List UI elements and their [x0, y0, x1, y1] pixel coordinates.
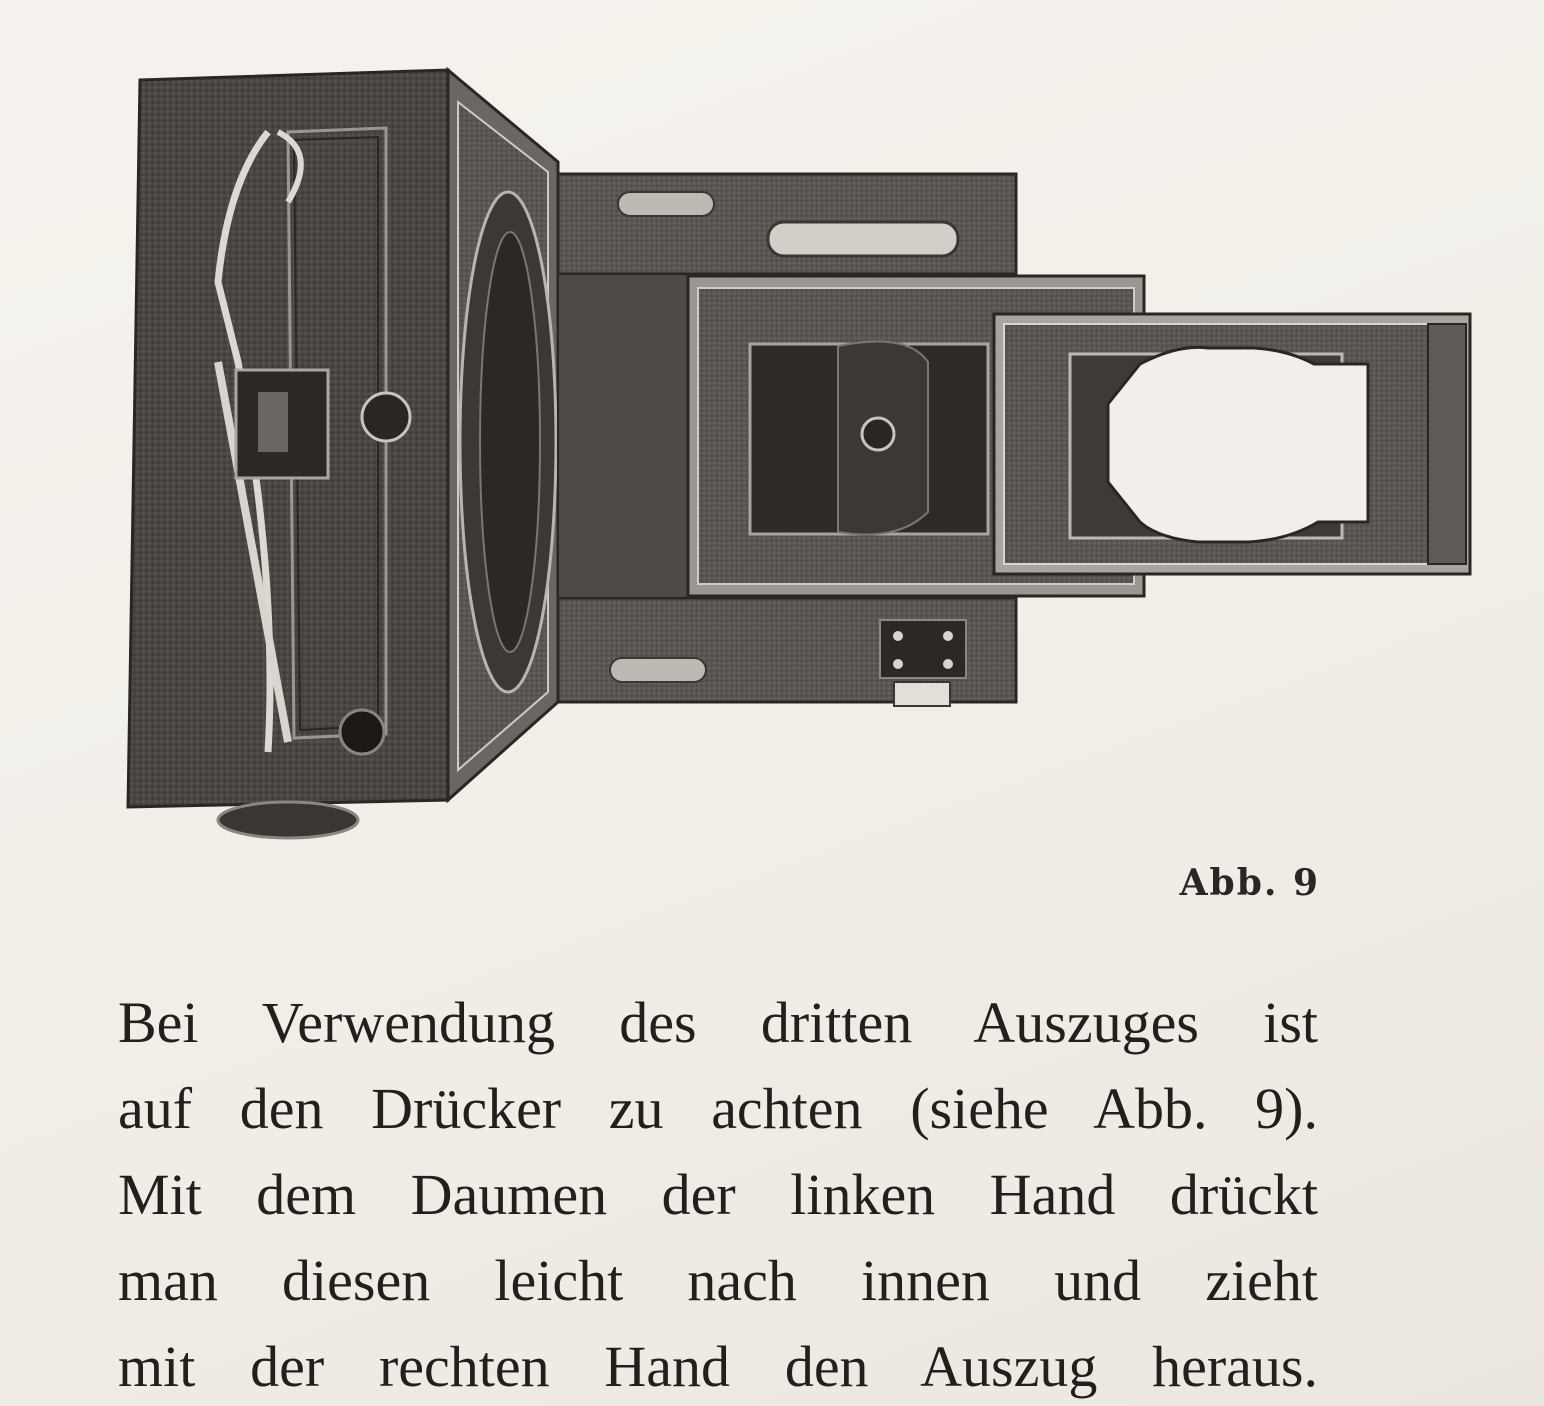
- figure-caption: Abb. 9: [1179, 862, 1320, 904]
- camera-photo: [118, 62, 1474, 852]
- body-paragraph: [118, 980, 1318, 1406]
- camera-body: [128, 70, 558, 838]
- paragraph-line: Mit dem Daumen der linken Hand drückt: [118, 1162, 1318, 1227]
- third-extension: [994, 314, 1470, 574]
- paragraph-line: auf den Drücker zu achten (siehe Abb. 9).: [118, 1076, 1318, 1141]
- paragraph-line: Bei Verwendung des dritten Auszuges ist: [118, 990, 1318, 1055]
- paragraph-line: man diesen leicht nach innen und zieht: [118, 1248, 1318, 1313]
- paragraph-line: mit der rechten Hand den Auszug heraus.: [118, 1334, 1318, 1399]
